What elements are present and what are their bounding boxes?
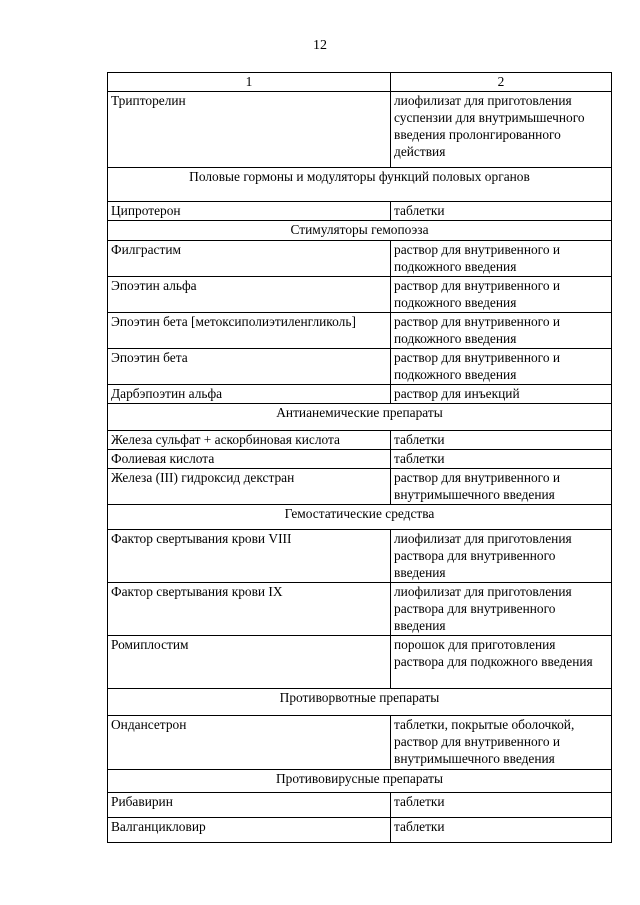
section-title: Стимуляторы гемопоэза <box>108 221 612 241</box>
table-row <box>108 277 612 313</box>
dosage-form-cell: порошок для приготовления раствора для подкожного введения <box>391 636 612 689</box>
section-header-row <box>108 505 612 530</box>
dosage-form-cell: лиофилизат для приготовления раствора для внутривенного введения <box>391 530 612 583</box>
table-row <box>108 818 612 843</box>
dosage-form-cell: таблетки <box>391 431 612 450</box>
table-row <box>108 385 612 404</box>
table-row <box>108 202 612 221</box>
dosage-form-cell: таблетки <box>391 818 612 843</box>
drug-name-cell: Дарбэпоэтин альфа <box>108 385 391 404</box>
dosage-form-cell: раствор для внутривенного и подкожного введения <box>391 277 612 313</box>
table-row <box>108 469 612 505</box>
dosage-form-cell: раствор для внутривенного и подкожного введения <box>391 313 612 349</box>
drug-name-cell: Трипторелин <box>108 92 391 168</box>
table-row <box>108 92 612 168</box>
table-row <box>108 716 612 770</box>
dosage-form-cell: раствор для внутривенного и подкожного введения <box>391 241 612 277</box>
drug-name-cell: Ромиплостим <box>108 636 391 689</box>
table-row <box>108 431 612 450</box>
column-header-1: 1 <box>108 73 391 92</box>
table-row <box>108 241 612 277</box>
drug-name-cell: Филграстим <box>108 241 391 277</box>
dosage-form-cell: таблетки <box>391 450 612 469</box>
dosage-form-cell: раствор для внутривенного и подкожного введения <box>391 349 612 385</box>
drug-table <box>107 72 612 843</box>
drug-name-cell: Железа сульфат + аскорбиновая кислота <box>108 431 391 450</box>
dosage-form-cell: таблетки <box>391 202 612 221</box>
drug-name-cell: Фактор свертывания крови IX <box>108 583 391 636</box>
drug-name-cell: Эпоэтин бета [метоксиполиэтиленгликоль] <box>108 313 391 349</box>
dosage-form-cell: раствор для внутривенного и внутримышечного введения <box>391 469 612 505</box>
drug-name-cell: Эпоэтин бета <box>108 349 391 385</box>
drug-table-body <box>108 73 612 843</box>
dosage-form-cell: таблетки <box>391 793 612 818</box>
table-row <box>108 450 612 469</box>
table-row <box>108 636 612 689</box>
section-title: Половые гормоны и модуляторы функций половых органов <box>108 168 612 202</box>
drug-name-cell: Фактор свертывания крови VIII <box>108 530 391 583</box>
section-title: Противовирусные препараты <box>108 770 612 793</box>
section-header-row <box>108 168 612 202</box>
section-title: Антианемические препараты <box>108 404 612 431</box>
dosage-form-cell: раствор для инъекций <box>391 385 612 404</box>
drug-name-cell: Эпоэтин альфа <box>108 277 391 313</box>
section-title: Противорвотные препараты <box>108 689 612 716</box>
section-header-row <box>108 689 612 716</box>
drug-name-cell: Ондансетрон <box>108 716 391 770</box>
table-row <box>108 313 612 349</box>
section-title: Гемостатические средства <box>108 505 612 530</box>
drug-name-cell: Ципротерон <box>108 202 391 221</box>
dosage-form-cell: лиофилизат для приготовления раствора для внутривенного введения <box>391 583 612 636</box>
table-header-row <box>108 73 612 92</box>
page-number: 12 <box>313 38 327 53</box>
table-row <box>108 583 612 636</box>
drug-name-cell: Рибавирин <box>108 793 391 818</box>
section-header-row <box>108 770 612 793</box>
section-header-row <box>108 221 612 241</box>
column-header-2: 2 <box>391 73 612 92</box>
table-row <box>108 349 612 385</box>
drug-name-cell: Валганцикловир <box>108 818 391 843</box>
table-row <box>108 530 612 583</box>
dosage-form-cell: лиофилизат для приготовления суспензии для внутримышечного введения пролонгированного действия <box>391 92 612 168</box>
section-header-row <box>108 404 612 431</box>
table-row <box>108 793 612 818</box>
drug-name-cell: Фолиевая кислота <box>108 450 391 469</box>
drug-name-cell: Железа (III) гидроксид декстран <box>108 469 391 505</box>
dosage-form-cell: таблетки, покрытые оболочкой, раствор для внутривенного и внутримышечного введения <box>391 716 612 770</box>
